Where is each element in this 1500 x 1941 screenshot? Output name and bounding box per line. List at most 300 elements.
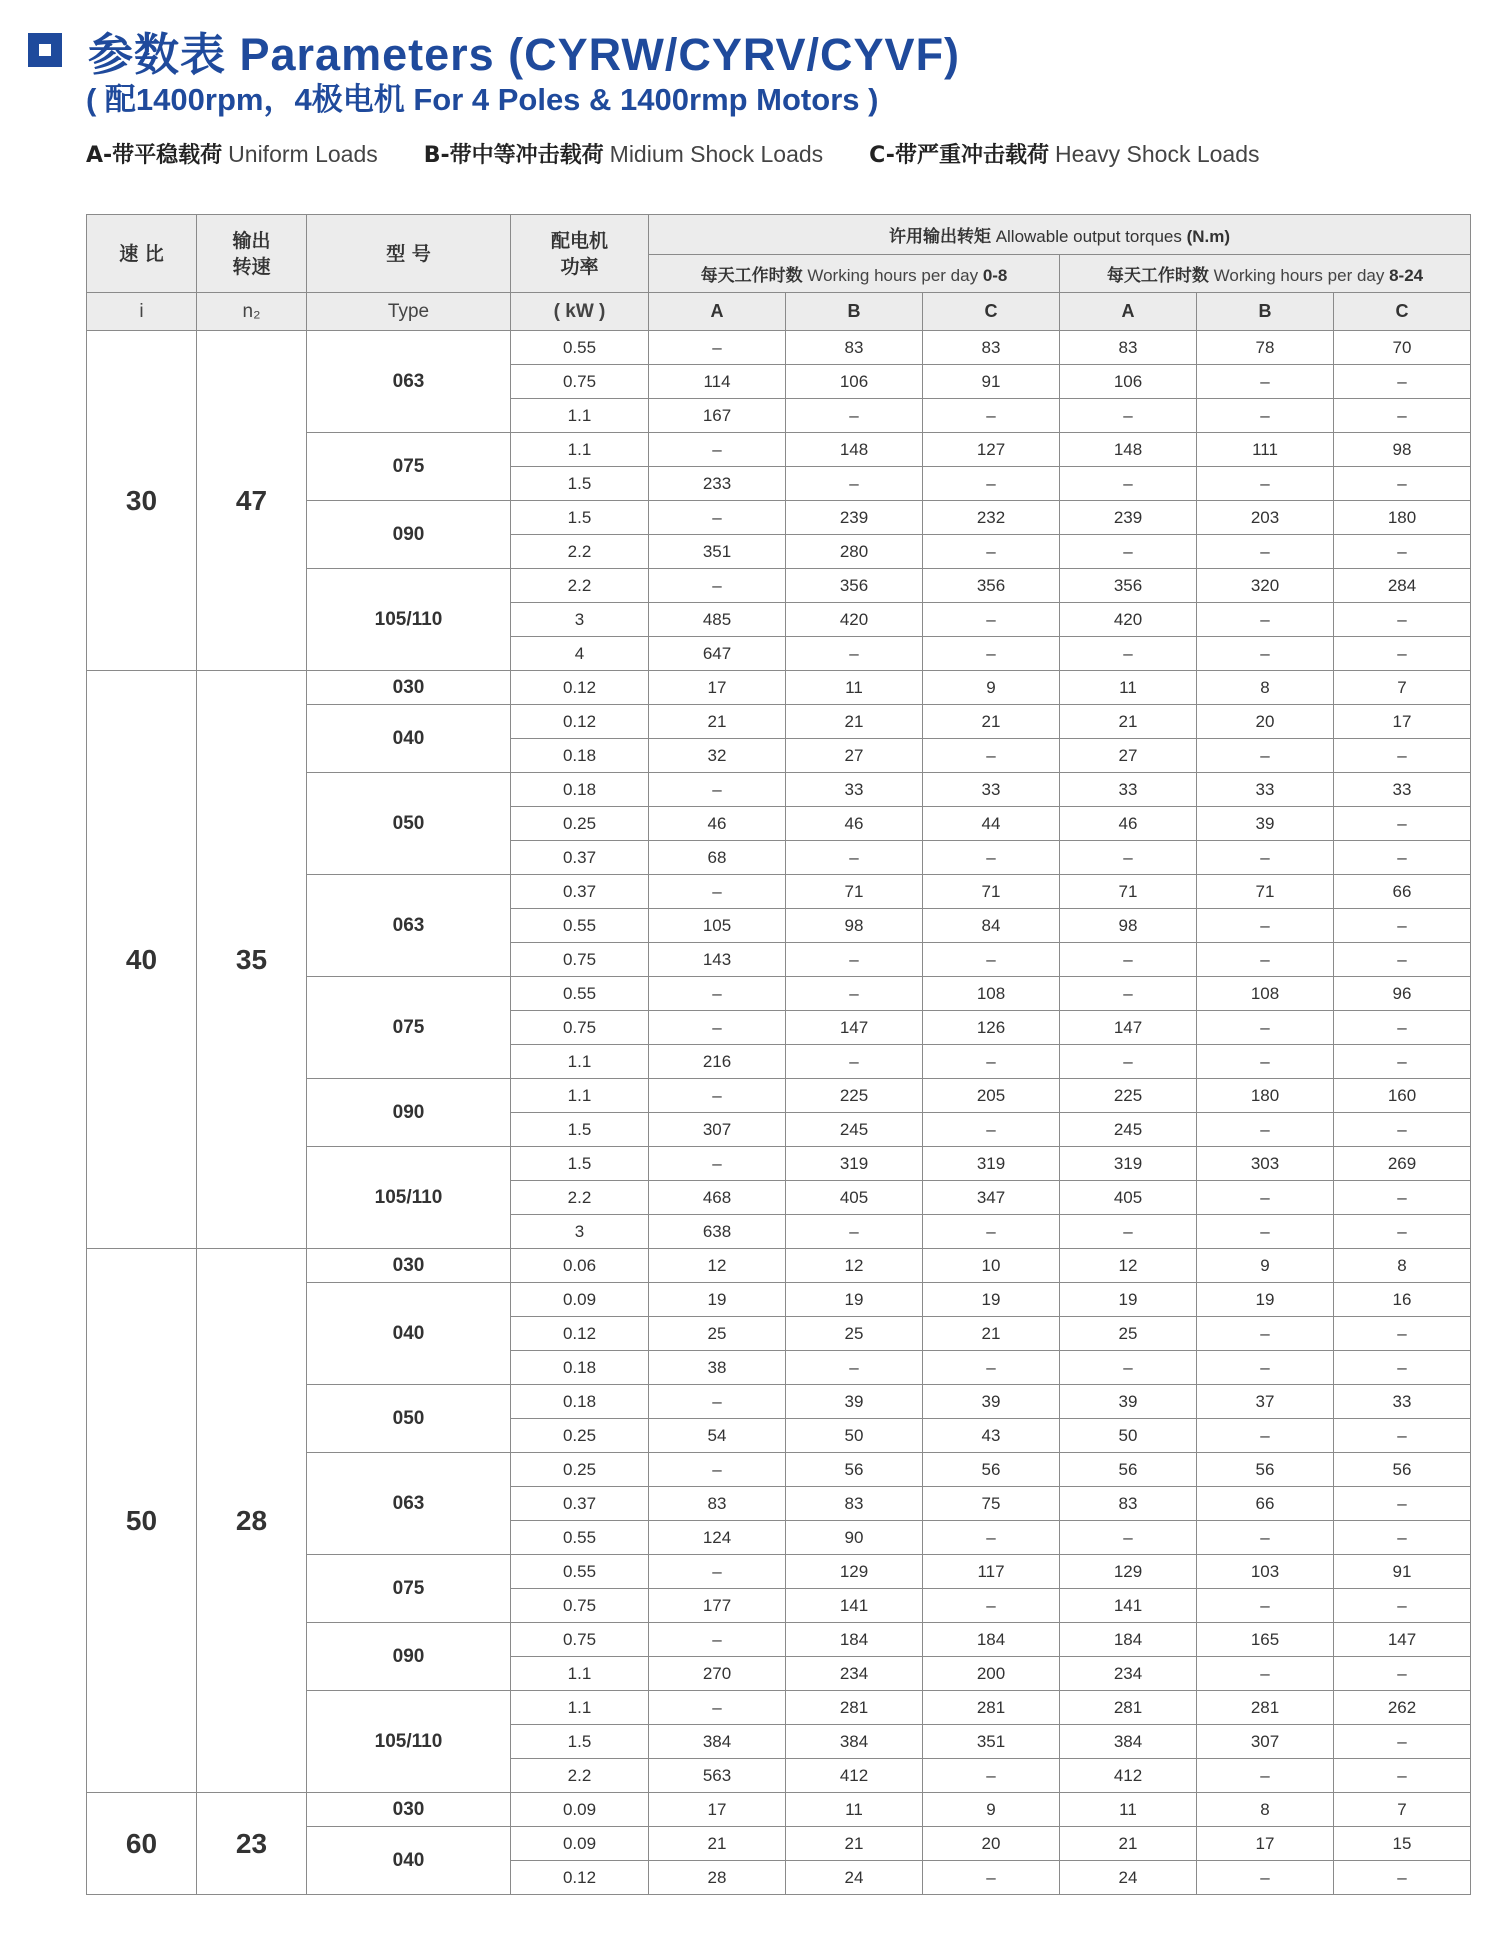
torque-cell: 420 (1060, 603, 1197, 637)
power-cell: 0.55 (511, 331, 649, 365)
torque-cell: 19 (923, 1283, 1060, 1317)
torque-cell: 39 (1197, 807, 1334, 841)
torque-cell: – (1060, 1045, 1197, 1079)
torque-cell: – (1060, 637, 1197, 671)
torque-cell: 284 (1334, 569, 1471, 603)
torque-cell: 70 (1334, 331, 1471, 365)
power-cell: 1.5 (511, 1725, 649, 1759)
power-cell: 0.37 (511, 1487, 649, 1521)
torque-cell: 124 (649, 1521, 786, 1555)
torque-cell: 412 (1060, 1759, 1197, 1793)
torque-cell: 270 (649, 1657, 786, 1691)
torque-cell: 12 (786, 1249, 923, 1283)
torque-cell: 351 (923, 1725, 1060, 1759)
torque-cell: 17 (1197, 1827, 1334, 1861)
torque-cell: 225 (786, 1079, 923, 1113)
torque-cell: 20 (923, 1827, 1060, 1861)
header-col-a: A (1060, 293, 1197, 331)
torque-cell: – (1334, 1521, 1471, 1555)
power-cell: 1.5 (511, 467, 649, 501)
model-type-cell: 075 (307, 433, 511, 501)
torque-cell: 307 (649, 1113, 786, 1147)
speed-cell: 47 (197, 331, 307, 671)
torque-cell: – (1060, 1351, 1197, 1385)
torque-cell: 147 (1334, 1623, 1471, 1657)
torque-cell: 46 (1060, 807, 1197, 841)
torque-cell: – (1334, 1351, 1471, 1385)
torque-cell: 319 (786, 1147, 923, 1181)
torque-cell: 184 (786, 1623, 923, 1657)
torque-cell: 38 (649, 1351, 786, 1385)
torque-cell: 239 (1060, 501, 1197, 535)
torque-cell: 39 (923, 1385, 1060, 1419)
torque-cell: 160 (1334, 1079, 1471, 1113)
header-speed-symbol: n₂ (197, 293, 307, 331)
power-cell: 1.1 (511, 399, 649, 433)
ratio-cell: 40 (87, 671, 197, 1249)
torque-cell: – (923, 603, 1060, 637)
torque-cell: – (1334, 1045, 1471, 1079)
torque-cell: 148 (1060, 433, 1197, 467)
header-col-c: C (1334, 293, 1471, 331)
power-cell: 0.25 (511, 807, 649, 841)
power-cell: 1.5 (511, 1113, 649, 1147)
torque-cell: – (1334, 1657, 1471, 1691)
torque-cell: – (923, 399, 1060, 433)
torque-cell: 106 (786, 365, 923, 399)
torque-cell: 25 (786, 1317, 923, 1351)
torque-cell: 28 (649, 1861, 786, 1895)
model-type-cell: 090 (307, 1623, 511, 1691)
torque-cell: 165 (1197, 1623, 1334, 1657)
torque-cell: 262 (1334, 1691, 1471, 1725)
power-cell: 1.5 (511, 501, 649, 535)
torque-cell: 56 (786, 1453, 923, 1487)
torque-cell: 232 (923, 501, 1060, 535)
power-cell: 0.55 (511, 1521, 649, 1555)
torque-cell: – (1334, 1113, 1471, 1147)
torque-cell: 147 (786, 1011, 923, 1045)
power-cell: 0.25 (511, 1419, 649, 1453)
torque-cell: 281 (1060, 1691, 1197, 1725)
torque-cell: 468 (649, 1181, 786, 1215)
model-type-cell: 040 (307, 705, 511, 773)
torque-cell: – (1334, 603, 1471, 637)
model-type-cell: 090 (307, 1079, 511, 1147)
torque-cell: – (649, 1385, 786, 1419)
torque-cell: – (786, 637, 923, 671)
torque-cell: 98 (786, 909, 923, 943)
torque-cell: 148 (786, 433, 923, 467)
torque-cell: – (1197, 909, 1334, 943)
power-cell: 0.55 (511, 977, 649, 1011)
torque-cell: – (1334, 739, 1471, 773)
torque-cell: – (1334, 1011, 1471, 1045)
torque-cell: 7 (1334, 671, 1471, 705)
torque-cell: – (1334, 467, 1471, 501)
torque-cell: 307 (1197, 1725, 1334, 1759)
model-type-cell: 050 (307, 773, 511, 875)
legend-item-b: B-带中等冲击载荷 Midium Shock Loads (423, 141, 824, 168)
torque-cell: 356 (1060, 569, 1197, 603)
power-cell: 2.2 (511, 1759, 649, 1793)
torque-cell: – (1334, 1317, 1471, 1351)
power-cell: 0.37 (511, 875, 649, 909)
torque-cell: – (1197, 841, 1334, 875)
torque-cell: 32 (649, 739, 786, 773)
table-row (87, 671, 1471, 705)
torque-cell: 269 (1334, 1147, 1471, 1181)
torque-cell: 205 (923, 1079, 1060, 1113)
power-cell: 0.75 (511, 365, 649, 399)
torque-cell: 281 (786, 1691, 923, 1725)
header-power: 配电机 功率 (511, 215, 649, 293)
torque-cell: 638 (649, 1215, 786, 1249)
torque-cell: 216 (649, 1045, 786, 1079)
torque-cell: 33 (1060, 773, 1197, 807)
torque-cell: 141 (1060, 1589, 1197, 1623)
torque-cell: 147 (1060, 1011, 1197, 1045)
model-type-cell: 063 (307, 1453, 511, 1555)
torque-cell: – (786, 943, 923, 977)
torque-cell: 83 (923, 331, 1060, 365)
torque-cell: – (1334, 399, 1471, 433)
torque-cell: – (1334, 1589, 1471, 1623)
torque-cell: – (1334, 807, 1471, 841)
torque-cell: 83 (649, 1487, 786, 1521)
torque-cell: – (923, 1861, 1060, 1895)
torque-cell: 12 (649, 1249, 786, 1283)
torque-cell: 25 (649, 1317, 786, 1351)
torque-cell: – (1334, 1487, 1471, 1521)
torque-cell: – (786, 841, 923, 875)
torque-cell: 108 (1197, 977, 1334, 1011)
torque-cell: 11 (786, 1793, 923, 1827)
torque-cell: 320 (1197, 569, 1334, 603)
torque-cell: 24 (786, 1861, 923, 1895)
legend-item-c: C-带严重冲击载荷 Heavy Shock Loads (869, 141, 1260, 168)
torque-cell: 84 (923, 909, 1060, 943)
power-cell: 0.18 (511, 1351, 649, 1385)
torque-cell: 9 (923, 1793, 1060, 1827)
torque-cell: 105 (649, 909, 786, 943)
torque-cell: 127 (923, 433, 1060, 467)
torque-cell: – (1197, 1113, 1334, 1147)
torque-cell: 563 (649, 1759, 786, 1793)
power-cell: 2.2 (511, 569, 649, 603)
torque-cell: 8 (1197, 1793, 1334, 1827)
torque-cell: – (1197, 603, 1334, 637)
power-cell: 0.75 (511, 1623, 649, 1657)
power-cell: 0.09 (511, 1283, 649, 1317)
torque-cell: – (649, 331, 786, 365)
torque-cell: 56 (923, 1453, 1060, 1487)
model-type-cell: 040 (307, 1283, 511, 1385)
torque-cell: – (1197, 1215, 1334, 1249)
torque-cell: 167 (649, 399, 786, 433)
torque-cell: – (1334, 535, 1471, 569)
model-type-cell: 063 (307, 875, 511, 977)
torque-cell: 46 (649, 807, 786, 841)
torque-cell: 11 (1060, 1793, 1197, 1827)
torque-cell: – (1060, 977, 1197, 1011)
torque-cell: 78 (1197, 331, 1334, 365)
model-type-cell: 040 (307, 1827, 511, 1895)
speed-cell: 28 (197, 1249, 307, 1793)
torque-cell: – (1334, 637, 1471, 671)
torque-cell: – (649, 1079, 786, 1113)
torque-cell: 19 (1060, 1283, 1197, 1317)
torque-cell: 141 (786, 1589, 923, 1623)
torque-cell: – (786, 977, 923, 1011)
torque-cell: – (923, 467, 1060, 501)
torque-cell: 9 (1197, 1249, 1334, 1283)
torque-cell: – (786, 467, 923, 501)
torque-cell: 420 (786, 603, 923, 637)
header-ratio-symbol: i (87, 293, 197, 331)
torque-cell: – (1197, 1181, 1334, 1215)
torque-cell: – (786, 399, 923, 433)
power-cell: 2.2 (511, 1181, 649, 1215)
torque-cell: 37 (1197, 1385, 1334, 1419)
torque-cell: 21 (923, 1317, 1060, 1351)
torque-cell: 54 (649, 1419, 786, 1453)
torque-cell: 91 (923, 365, 1060, 399)
torque-cell: 129 (786, 1555, 923, 1589)
load-legend (86, 138, 1306, 169)
ratio-cell: 60 (87, 1793, 197, 1895)
torque-cell: 15 (1334, 1827, 1471, 1861)
torque-cell: 21 (1060, 705, 1197, 739)
power-cell: 1.1 (511, 1079, 649, 1113)
torque-cell: – (649, 1011, 786, 1045)
square-bullet-icon (28, 33, 62, 67)
parameters-table (86, 214, 1471, 1895)
torque-cell: – (1334, 1181, 1471, 1215)
torque-cell: – (1060, 399, 1197, 433)
power-cell: 0.18 (511, 1385, 649, 1419)
header-type: 型 号 (307, 215, 511, 293)
torque-cell: 233 (649, 467, 786, 501)
power-cell: 0.12 (511, 1861, 649, 1895)
torque-cell: 83 (1060, 331, 1197, 365)
torque-cell: 71 (786, 875, 923, 909)
header-power-unit: ( kW ) (511, 293, 649, 331)
power-cell: 0.75 (511, 1011, 649, 1045)
power-cell: 0.09 (511, 1827, 649, 1861)
power-cell: 0.55 (511, 1555, 649, 1589)
torque-cell: 46 (786, 807, 923, 841)
torque-cell: 90 (786, 1521, 923, 1555)
torque-cell: – (1197, 1419, 1334, 1453)
torque-cell: 405 (1060, 1181, 1197, 1215)
torque-cell: – (1334, 1215, 1471, 1249)
torque-cell: 33 (923, 773, 1060, 807)
torque-cell: – (786, 1045, 923, 1079)
power-cell: 0.12 (511, 1317, 649, 1351)
header-hours-8-24: 每天工作时数 Working hours per day 8-24 (1060, 255, 1471, 293)
torque-cell: – (1197, 1657, 1334, 1691)
ratio-cell: 30 (87, 331, 197, 671)
torque-cell: 98 (1334, 433, 1471, 467)
torque-cell: 9 (923, 671, 1060, 705)
torque-cell: 384 (1060, 1725, 1197, 1759)
torque-cell: 384 (649, 1725, 786, 1759)
torque-cell: 21 (923, 705, 1060, 739)
torque-cell: – (1334, 909, 1471, 943)
torque-cell: 17 (649, 1793, 786, 1827)
torque-cell: 143 (649, 943, 786, 977)
torque-cell: 33 (786, 773, 923, 807)
torque-cell: 184 (1060, 1623, 1197, 1657)
torque-cell: – (649, 569, 786, 603)
torque-cell: 33 (1334, 1385, 1471, 1419)
model-type-cell: 050 (307, 1385, 511, 1453)
torque-cell: 71 (1060, 875, 1197, 909)
power-cell: 1.1 (511, 433, 649, 467)
power-cell: 1.1 (511, 1045, 649, 1079)
torque-cell: 239 (786, 501, 923, 535)
torque-cell: – (1197, 1011, 1334, 1045)
torque-cell: – (923, 637, 1060, 671)
torque-cell: – (649, 1623, 786, 1657)
torque-cell: 91 (1334, 1555, 1471, 1589)
torque-cell: 33 (1334, 773, 1471, 807)
model-type-cell: 030 (307, 1793, 511, 1827)
torque-cell: 12 (1060, 1249, 1197, 1283)
torque-cell: 21 (649, 705, 786, 739)
power-cell: 4 (511, 637, 649, 671)
torque-cell: 98 (1060, 909, 1197, 943)
torque-cell: 21 (786, 1827, 923, 1861)
torque-cell: – (1197, 637, 1334, 671)
torque-cell: 319 (1060, 1147, 1197, 1181)
torque-cell: 44 (923, 807, 1060, 841)
header-col-c: C (923, 293, 1060, 331)
torque-cell: – (923, 739, 1060, 773)
page-title: 参数表 Parameters (CYRW/CYRV/CYVF) (88, 28, 961, 80)
torque-cell: – (1197, 1861, 1334, 1895)
power-cell: 3 (511, 1215, 649, 1249)
torque-cell: 25 (1060, 1317, 1197, 1351)
torque-cell: – (1334, 365, 1471, 399)
torque-cell: 39 (1060, 1385, 1197, 1419)
header-col-a: A (649, 293, 786, 331)
header-type-en: Type (307, 293, 511, 331)
torque-cell: 71 (923, 875, 1060, 909)
torque-cell: 126 (923, 1011, 1060, 1045)
model-type-cell: 030 (307, 671, 511, 705)
torque-cell: 200 (923, 1657, 1060, 1691)
torque-cell: – (1197, 467, 1334, 501)
torque-cell: – (649, 875, 786, 909)
torque-cell: 177 (649, 1589, 786, 1623)
torque-cell: 71 (1197, 875, 1334, 909)
torque-cell: – (1197, 1317, 1334, 1351)
torque-cell: 33 (1197, 773, 1334, 807)
power-cell: 0.55 (511, 909, 649, 943)
torque-cell: 10 (923, 1249, 1060, 1283)
torque-cell: – (1197, 399, 1334, 433)
torque-cell: 485 (649, 603, 786, 637)
torque-cell: – (923, 841, 1060, 875)
model-type-cell: 075 (307, 977, 511, 1079)
torque-cell: 106 (1060, 365, 1197, 399)
model-type-cell: 075 (307, 1555, 511, 1623)
torque-cell: 129 (1060, 1555, 1197, 1589)
torque-cell: 384 (786, 1725, 923, 1759)
torque-cell: 56 (1334, 1453, 1471, 1487)
torque-cell: 75 (923, 1487, 1060, 1521)
torque-cell: – (923, 1045, 1060, 1079)
torque-cell: 356 (786, 569, 923, 603)
speed-cell: 35 (197, 671, 307, 1249)
torque-cell: 7 (1334, 1793, 1471, 1827)
torque-cell: – (649, 1691, 786, 1725)
torque-cell: – (1334, 1759, 1471, 1793)
torque-cell: 96 (1334, 977, 1471, 1011)
torque-cell: 66 (1197, 1487, 1334, 1521)
torque-cell: 21 (1060, 1827, 1197, 1861)
table-row (87, 1249, 1471, 1283)
torque-cell: – (923, 1759, 1060, 1793)
torque-cell: 280 (786, 535, 923, 569)
torque-cell: – (1197, 535, 1334, 569)
torque-cell: – (1060, 841, 1197, 875)
model-type-cell: 105/110 (307, 1147, 511, 1249)
torque-cell: – (923, 1521, 1060, 1555)
torque-cell: 647 (649, 637, 786, 671)
model-type-cell: 063 (307, 331, 511, 433)
power-cell: 0.75 (511, 943, 649, 977)
power-cell: 0.18 (511, 739, 649, 773)
torque-cell: 50 (786, 1419, 923, 1453)
torque-cell: – (1197, 365, 1334, 399)
header-speed: 输出 转速 (197, 215, 307, 293)
header-ratio: 速 比 (87, 215, 197, 293)
legend-item-a: A-带平稳载荷 Uniform Loads (86, 141, 378, 168)
torque-cell: – (649, 501, 786, 535)
torque-cell: 405 (786, 1181, 923, 1215)
torque-cell: – (649, 977, 786, 1011)
torque-cell: 11 (786, 671, 923, 705)
torque-cell: – (1334, 1419, 1471, 1453)
power-cell: 0.09 (511, 1793, 649, 1827)
power-cell: 2.2 (511, 535, 649, 569)
header-col-b: B (1197, 293, 1334, 331)
torque-cell: 234 (1060, 1657, 1197, 1691)
torque-cell: 180 (1197, 1079, 1334, 1113)
torque-cell: 234 (786, 1657, 923, 1691)
power-cell: 0.75 (511, 1589, 649, 1623)
torque-cell: 27 (786, 739, 923, 773)
torque-cell: 17 (1334, 705, 1471, 739)
header-hours-0-8: 每天工作时数 Working hours per day 0-8 (649, 255, 1060, 293)
torque-cell: 21 (649, 1827, 786, 1861)
torque-cell: 24 (1060, 1861, 1197, 1895)
torque-cell: – (1197, 943, 1334, 977)
power-cell: 0.18 (511, 773, 649, 807)
torque-cell: 68 (649, 841, 786, 875)
torque-cell: 111 (1197, 433, 1334, 467)
torque-cell: 16 (1334, 1283, 1471, 1317)
table-body (87, 331, 1471, 1895)
torque-cell: – (923, 943, 1060, 977)
table-row (87, 1793, 1471, 1827)
title-row (28, 22, 960, 78)
ratio-cell: 50 (87, 1249, 197, 1793)
torque-cell: 11 (1060, 671, 1197, 705)
